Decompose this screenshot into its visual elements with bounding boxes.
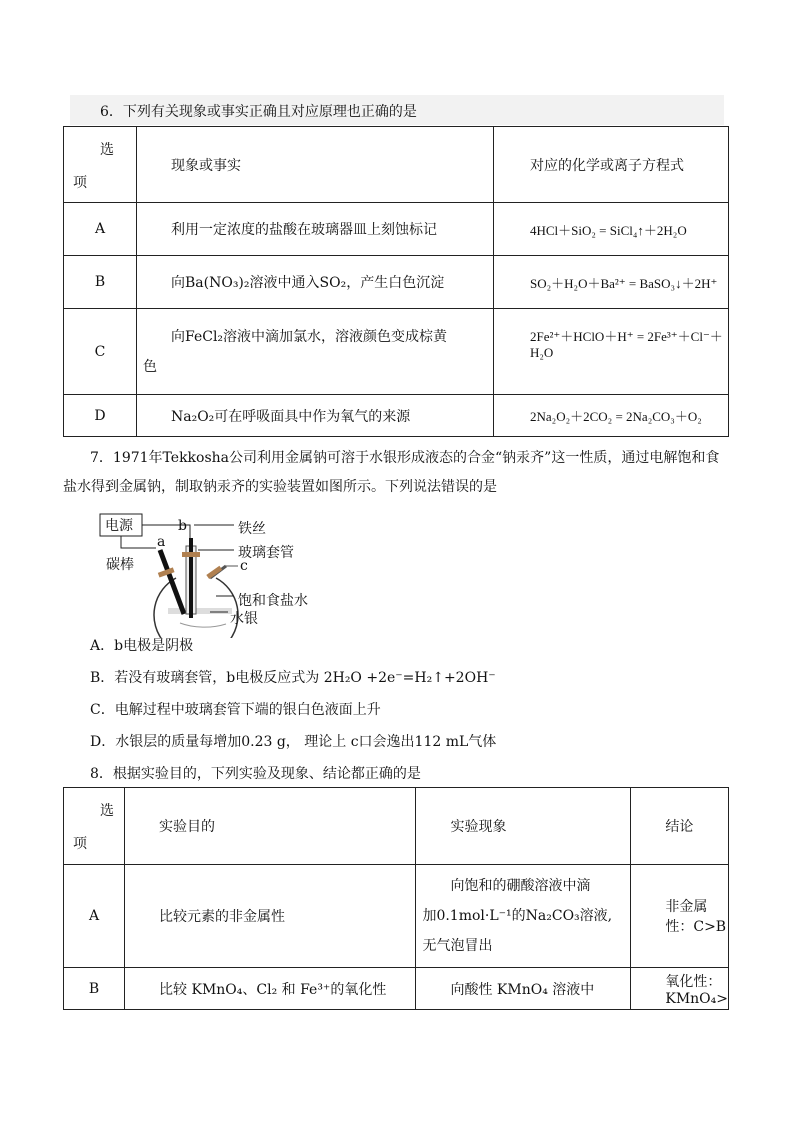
question-6-title: 6．下列有关现象或事实正确且对应原理也正确的是: [100, 104, 417, 120]
header-equation: 对应的化学或离子方程式: [494, 127, 729, 203]
outlet-c-label: c: [240, 558, 248, 574]
electrode-a-label: a: [157, 534, 166, 550]
header-option: 选 项: [64, 127, 137, 203]
brine-label: 饱和食盐水: [238, 593, 308, 609]
table-row: [64, 203, 729, 256]
question-7-stem: 7．1971年Tekkosha公司利用金属钠可溶于水银形成液态的合金“钠汞齐”这一性质，通过电解饱和食盐水得到金属钠，制取钠汞齐的实验装置如图所示。下列说法错误的是: [63, 450, 720, 495]
observation-cell: 向饱和的硼酸溶液中滴 加0.1mol·L⁻¹的Na₂CO₃溶液, 无气泡冒出: [416, 865, 631, 968]
table-row: [64, 968, 729, 1010]
option-d: D．水银层的质量每增加0.23 g， 理论上 c口会逸出112 mL气体: [90, 734, 497, 750]
option-label: B: [64, 968, 125, 1010]
iron-wire-label: 铁丝: [238, 521, 266, 537]
table-row: [64, 395, 729, 437]
mercury-label: 水银: [230, 611, 258, 627]
option-b: B．若没有玻璃套管，b电极反应式为 2H₂O +2e⁻=H₂↑+2OH⁻: [90, 670, 496, 686]
option-a: A．b电极是阴极: [90, 638, 194, 654]
fact-cell: 利用一定浓度的盐酸在玻璃器皿上刻蚀标记: [137, 203, 494, 256]
equation-cell: 4HCl＋SiO₂ = SiCl₄↑＋2H₂O: [494, 203, 729, 256]
option-label: C: [64, 309, 137, 395]
electrode-b-label: b: [178, 518, 187, 534]
question-8-table: [63, 787, 729, 1010]
table-row: [64, 865, 729, 968]
fact-cell: 向Ba(NO₃)₂溶液中通入SO₂，产生白色沉淀: [137, 256, 494, 309]
header-fact: 现象或事实: [137, 127, 494, 203]
aim-cell: 比较元素的非金属性: [125, 865, 416, 968]
conclusion-cell: 非金属性：C>B: [631, 865, 729, 968]
header-aim: 实验目的: [125, 788, 416, 865]
apparatus-drawing: [98, 508, 338, 638]
aim-cell: 比较 KMnO₄、Cl₂ 和 Fe³⁺的氧化性: [125, 968, 416, 1010]
carbon-rod-label: 碳棒: [106, 557, 134, 573]
table-header-row: [64, 127, 729, 203]
equation-cell: 2Fe²⁺＋HClO＋H⁺ = 2Fe³⁺＋Cl⁻＋H₂O: [494, 309, 729, 395]
power-source-label: 电源: [105, 518, 133, 534]
option-label: D: [64, 395, 137, 437]
question-8-title: 8．根据实验目的，下列实验及现象、结论都正确的是: [90, 766, 421, 782]
electrolysis-apparatus-figure: [98, 508, 338, 638]
header-observation: 实验现象: [416, 788, 631, 865]
conclusion-cell: 氧化性：KMnO₄>: [631, 968, 729, 1010]
question-6-title-bar: [70, 95, 724, 125]
fact-cell: Na₂O₂可在呼吸面具中作为氧气的来源: [137, 395, 494, 437]
option-label: B: [64, 256, 137, 309]
equation-cell: 2Na₂O₂＋2CO₂ = 2Na₂CO₃＋O₂: [494, 395, 729, 437]
option-c: C．电解过程中玻璃套管下端的银白色液面上升: [90, 702, 381, 718]
fact-cell: 向FeCl₂溶液中滴加氯水，溶液颜色变成棕黄 色: [137, 309, 494, 395]
observation-cell: 向酸性 KMnO₄ 溶液中: [416, 968, 631, 1010]
glass-sleeve-label: 玻璃套管: [238, 545, 294, 561]
equation-cell: SO₂＋H₂O＋Ba²⁺ = BaSO₃↓＋2H⁺: [494, 256, 729, 309]
table-row: [64, 309, 729, 395]
table-header-row: [64, 788, 729, 865]
header-option: 选 项: [64, 788, 125, 865]
option-label: A: [64, 865, 125, 968]
table-row: [64, 256, 729, 309]
option-label: A: [64, 203, 137, 256]
question-6-table: [63, 126, 729, 437]
header-conclusion: 结论: [631, 788, 729, 865]
